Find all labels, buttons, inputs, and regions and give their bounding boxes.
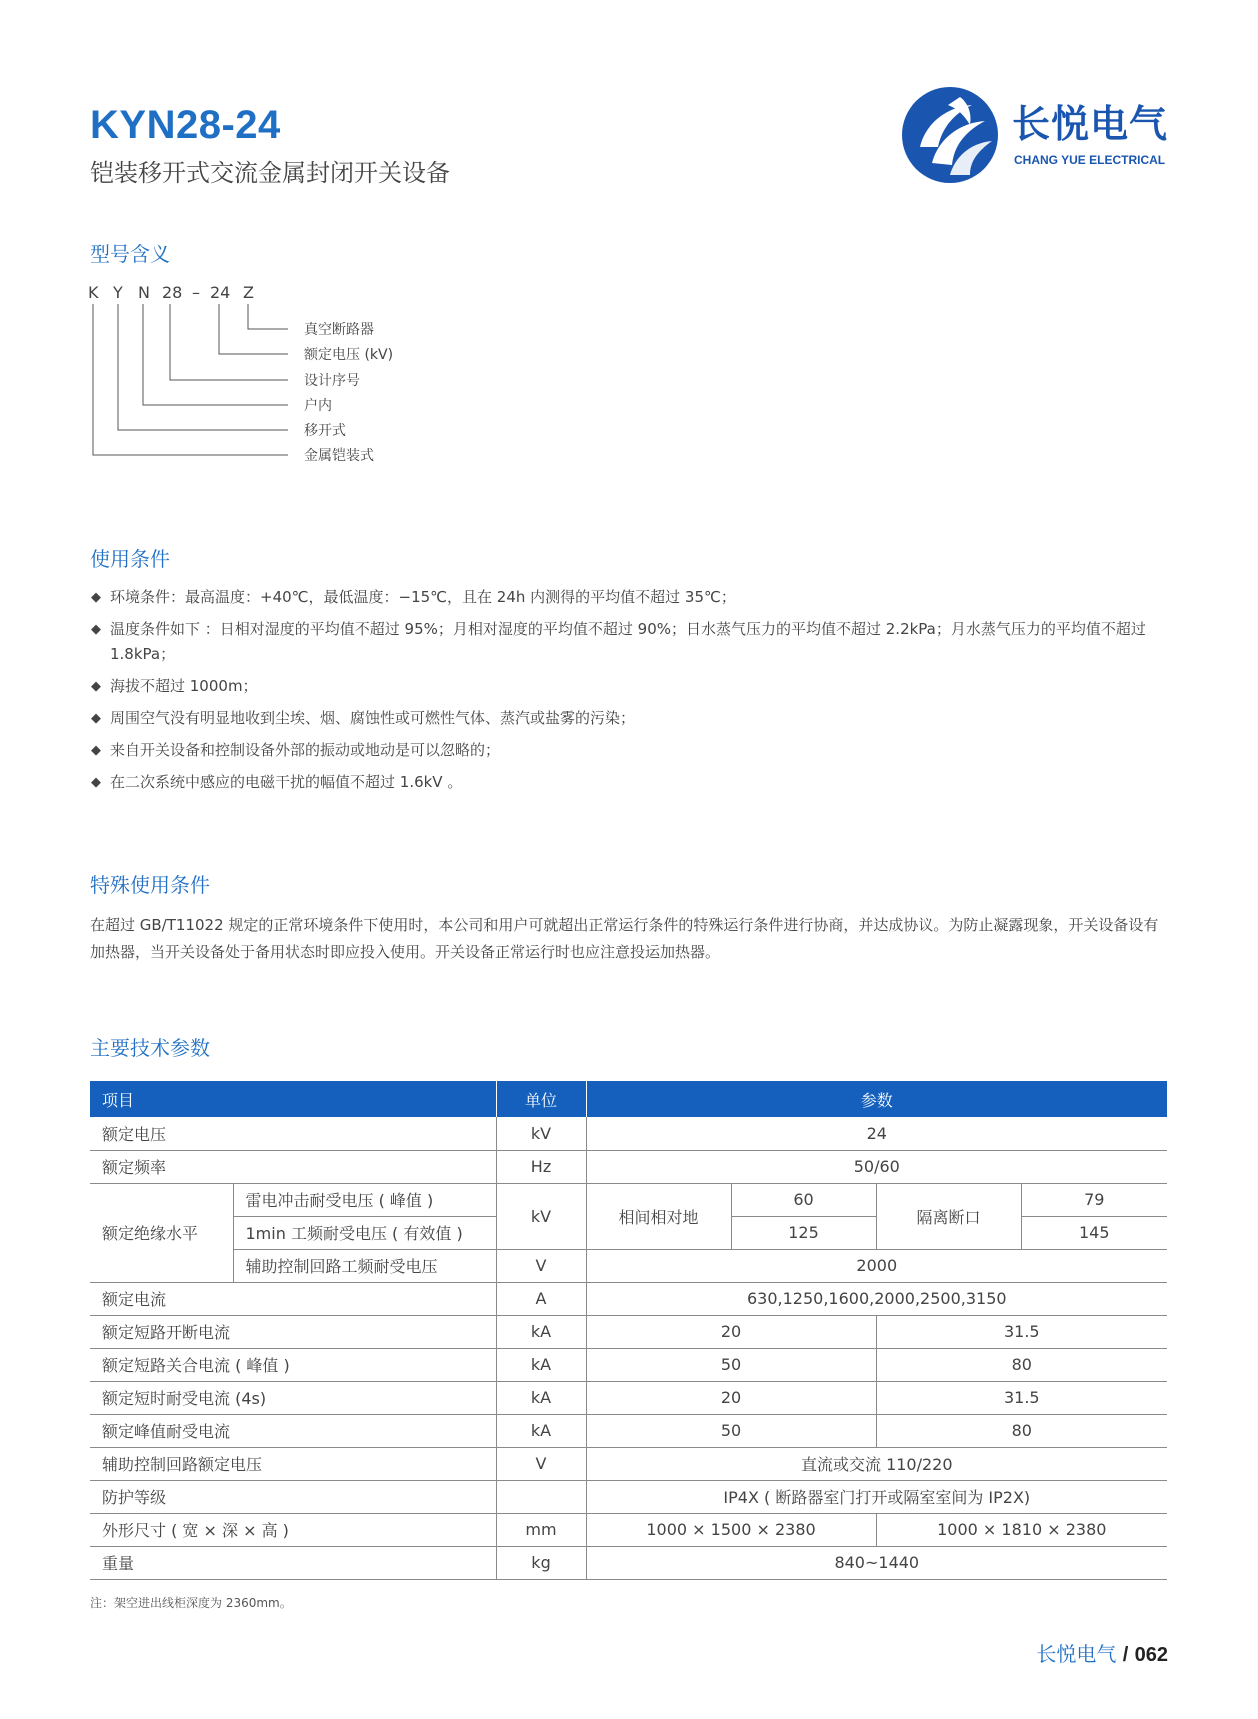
list-item: ◆ 在二次系统中感应的电磁干扰的幅值不超过 1.6kV 。: [90, 770, 1170, 795]
spec-table: [90, 1081, 1167, 1580]
list-item: ◆ 海拔不超过 1000m；: [90, 674, 1170, 699]
conditions-list: [90, 585, 1170, 802]
diamond-bullet-icon: ◆: [91, 590, 101, 605]
table-row: 辅助控制回路工频耐受电压 V 2000: [90, 1249, 1167, 1282]
model-code-dash: –: [192, 283, 200, 302]
page-footer: [1036, 1638, 1168, 1667]
footer-separator: /: [1122, 1644, 1129, 1666]
table-row: 额定电压 kV 24: [90, 1117, 1167, 1150]
table-row: 额定短时耐受电流 (4s) kA 20 31.5: [90, 1381, 1167, 1414]
logo-emblem-icon: [900, 85, 1000, 185]
model-meaning-3: 设计序号: [304, 373, 360, 389]
footer-brand: 长悦电气: [1036, 1642, 1117, 1666]
model-meaning-6: 金属铠装式: [304, 448, 374, 464]
table-note: 注：架空进出线柜深度为 2360mm。: [90, 1596, 292, 1610]
diamond-bullet-icon: ◆: [91, 679, 101, 694]
table-row: 额定峰值耐受电流 kA 50 80: [90, 1414, 1167, 1447]
section-title-conditions: 使用条件: [90, 547, 170, 571]
table-row: 防护等级 IP4X ( 断路器室门打开或隔室室间为 IP2X): [90, 1480, 1167, 1513]
table-row: 外形尺寸 ( 宽 × 深 × 高 ) mm 1000 × 1500 × 2380 1000 × 1810 × 2380: [90, 1513, 1167, 1546]
table-row: 额定短路开断电流 kA 20 31.5: [90, 1315, 1167, 1348]
diamond-bullet-icon: ◆: [91, 775, 101, 790]
diamond-bullet-icon: ◆: [91, 743, 101, 758]
model-code-z: Z: [243, 283, 254, 302]
company-logo: [900, 85, 1170, 185]
list-item: ◆ 周围空气没有明显地收到尘埃、烟、腐蚀性或可燃性气体、蒸汽或盐雾的污染；: [90, 706, 1170, 731]
section-title-params: 主要技术参数: [90, 1036, 210, 1060]
special-conditions-text: 在超过 GB/T11022 规定的正常环境条件下使用时，本公司和用户可就超出正常运行条件的特殊运行条件进行协商，并达成协议。为防止凝露现象，开关设备设有加热器，当开关设备处于备用状态时即应投入使用。开关设备正常运行时也应注意投运加热器。: [90, 916, 1159, 961]
list-item: ◆ 来自开关设备和控制设备外部的振动或地动是可以忽略的；: [90, 738, 1170, 763]
list-item: ◆ 温度条件如下 ：日相对湿度的平均值不超过 95%；月相对湿度的平均值不超过 90%；日水蒸气压力的平均值不超过 2.2kPa；月水蒸气压力的平均值不超过 1.8kPa；: [90, 617, 1170, 667]
model-code-n: N: [138, 283, 150, 302]
model-meaning-1: 真空断路器: [304, 322, 374, 338]
model-meaning-2: 额定电压 (kV): [304, 347, 394, 363]
diamond-bullet-icon: ◆: [91, 711, 101, 726]
model-code-y: Y: [113, 283, 123, 302]
table-row: 额定短路关合电流 ( 峰值 ) kA 50 80: [90, 1348, 1167, 1381]
table-row: 额定绝缘水平 雷电冲击耐受电压 ( 峰值 ) kV 相间相对地 60 隔离断口 79: [90, 1183, 1167, 1216]
page-title: KYN28-24: [90, 103, 281, 147]
model-code-24: 24: [210, 283, 231, 302]
section-title-model: 型号含义: [90, 242, 170, 266]
model-code-k: K: [88, 283, 99, 302]
page-subtitle: 铠装移开式交流金属封闭开关设备: [90, 159, 450, 187]
table-row: 额定频率 Hz 50/60: [90, 1150, 1167, 1183]
logo-name-cn: 长悦电气: [1012, 101, 1169, 146]
logo-name-en: CHANG YUE ELECTRICAL: [1014, 153, 1166, 167]
header-unit: 单位: [496, 1081, 586, 1117]
list-item: ◆ 环境条件：最高温度：+40℃，最低温度：−15℃，且在 24h 内测得的平均值不超过 35℃；: [90, 585, 1170, 610]
table-row: 重量 kg 840~1440: [90, 1546, 1167, 1579]
model-meaning-5: 移开式: [304, 423, 346, 439]
model-meaning-4: 户内: [304, 398, 332, 414]
table-row: 额定电流 A 630,1250,1600,2000,2500,3150: [90, 1282, 1167, 1315]
header-item: 项目: [90, 1081, 496, 1117]
header-value: 参数: [586, 1081, 1167, 1117]
table-row: 辅助控制回路额定电压 V 直流或交流 110/220: [90, 1447, 1167, 1480]
page-number: 062: [1134, 1644, 1168, 1666]
section-title-special: 特殊使用条件: [90, 873, 210, 897]
diamond-bullet-icon: ◆: [91, 622, 101, 637]
model-code-28: 28: [162, 283, 183, 302]
table-row: 1min 工频耐受电压 ( 有效值 ) 125 145: [90, 1216, 1167, 1249]
model-code-diagram: [88, 282, 508, 472]
table-header-row: [90, 1081, 1167, 1117]
